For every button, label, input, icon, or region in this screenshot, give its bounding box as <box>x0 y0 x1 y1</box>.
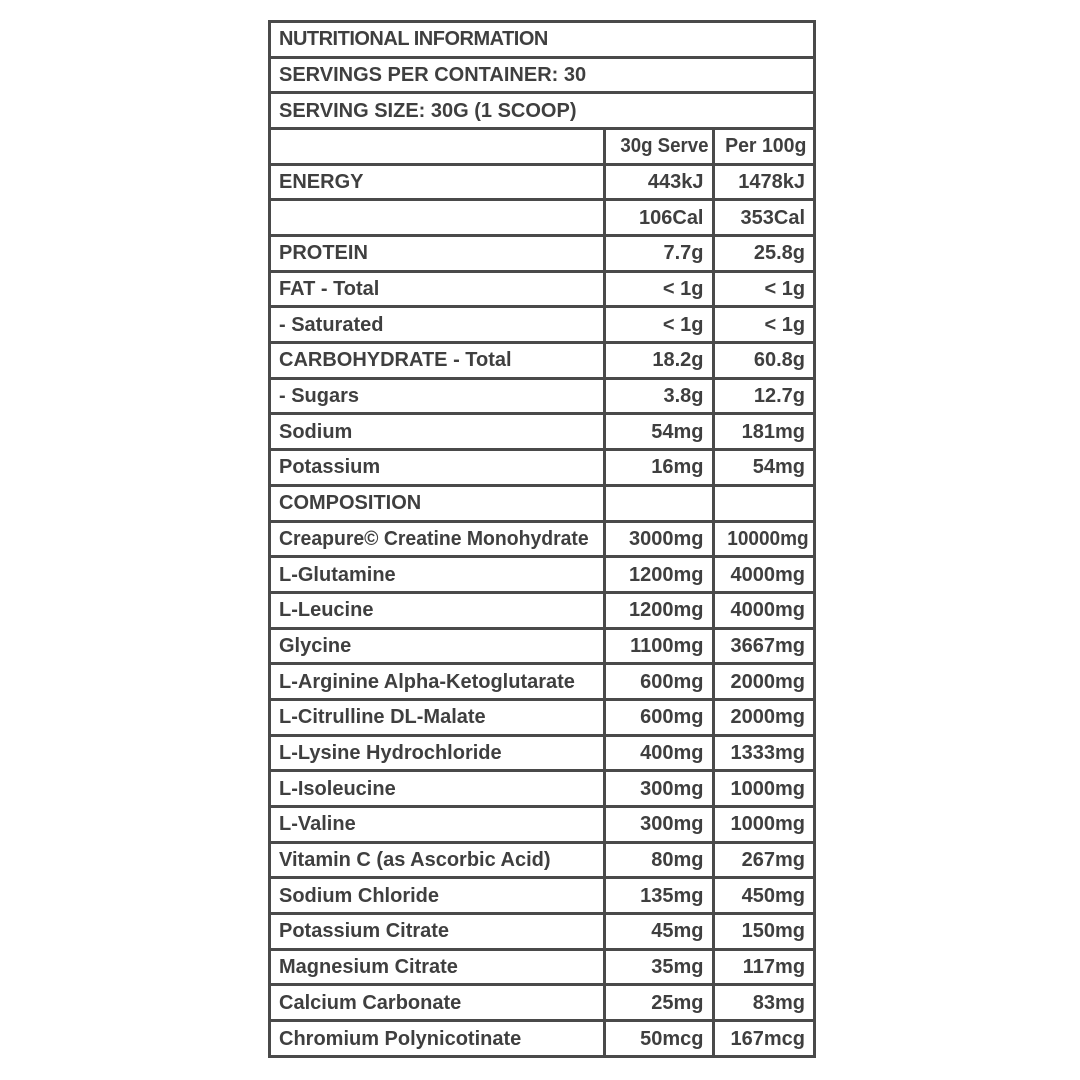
column-header-row <box>271 128 813 164</box>
row-value-per100: 12.7g <box>713 378 813 414</box>
row-value-serve: 16mg <box>604 450 713 486</box>
row-value-serve: 45mg <box>604 914 713 950</box>
nutrition-table <box>271 23 813 1055</box>
row-value-per100: 450mg <box>713 878 813 914</box>
row-value-per100: 267mg <box>713 842 813 878</box>
row-label: CARBOHYDRATE - Total <box>271 343 604 379</box>
table-row <box>271 735 813 771</box>
row-value-per100: 1333mg <box>713 735 813 771</box>
row-value-per100: 1478kJ <box>713 164 813 200</box>
row-value-per100: 3667mg <box>713 628 813 664</box>
row-value-per100: 4000mg <box>713 592 813 628</box>
table-row <box>271 628 813 664</box>
row-value-serve: 300mg <box>604 771 713 807</box>
row-value-serve: 1100mg <box>604 628 713 664</box>
row-value-per100: < 1g <box>713 307 813 343</box>
row-label: Potassium <box>271 450 604 486</box>
row-label: - Sugars <box>271 378 604 414</box>
row-value-serve: 600mg <box>604 699 713 735</box>
table-row <box>271 521 813 557</box>
servings-row <box>271 57 813 93</box>
table-row <box>271 236 813 272</box>
row-value-serve: 400mg <box>604 735 713 771</box>
row-value-serve: 106Cal <box>604 200 713 236</box>
row-value-serve: 1200mg <box>604 557 713 593</box>
column-header-label <box>271 128 604 164</box>
row-value-per100: 1000mg <box>713 807 813 843</box>
row-label: COMPOSITION <box>271 485 604 521</box>
row-value-serve: 50mcg <box>604 1021 713 1055</box>
row-value-serve: < 1g <box>604 307 713 343</box>
row-label: L-Isoleucine <box>271 771 604 807</box>
table-row <box>271 699 813 735</box>
row-label: Creapure© Creatine Monohydrate <box>271 521 604 557</box>
row-value-serve: 80mg <box>604 842 713 878</box>
row-value-per100: 1000mg <box>713 771 813 807</box>
table-row <box>271 664 813 700</box>
row-label: L-Leucine <box>271 592 604 628</box>
table-row <box>271 271 813 307</box>
row-value-serve: 35mg <box>604 949 713 985</box>
column-header-serve: 30g Serve <box>604 128 713 164</box>
row-label: L-Lysine Hydrochloride <box>271 735 604 771</box>
row-value-per100: 353Cal <box>713 200 813 236</box>
row-value-per100: 54mg <box>713 450 813 486</box>
row-label: Chromium Polynicotinate <box>271 1021 604 1055</box>
row-value-serve: 7.7g <box>604 236 713 272</box>
table-row <box>271 842 813 878</box>
nutrition-panel <box>268 20 816 1058</box>
column-header-per100: Per 100g <box>713 128 813 164</box>
panel-title: NUTRITIONAL INFORMATION <box>271 23 813 57</box>
row-value-per100 <box>713 485 813 521</box>
table-row <box>271 164 813 200</box>
table-row <box>271 807 813 843</box>
table-row <box>271 200 813 236</box>
serving-size-row <box>271 93 813 129</box>
row-label: L-Valine <box>271 807 604 843</box>
row-value-per100: 2000mg <box>713 699 813 735</box>
row-value-per100: 4000mg <box>713 557 813 593</box>
row-value-per100: 10000mg <box>713 521 813 557</box>
table-row <box>271 949 813 985</box>
serving-size: SERVING SIZE: 30G (1 SCOOP) <box>271 93 813 129</box>
row-label: Vitamin C (as Ascorbic Acid) <box>271 842 604 878</box>
row-value-serve: 25mg <box>604 985 713 1021</box>
row-label: Potassium Citrate <box>271 914 604 950</box>
row-value-per100: 60.8g <box>713 343 813 379</box>
row-value-serve: 443kJ <box>604 164 713 200</box>
row-label: Calcium Carbonate <box>271 985 604 1021</box>
row-label: - Saturated <box>271 307 604 343</box>
table-row <box>271 378 813 414</box>
table-row <box>271 307 813 343</box>
table-row <box>271 414 813 450</box>
table-row <box>271 485 813 521</box>
row-label: PROTEIN <box>271 236 604 272</box>
row-label: Sodium Chloride <box>271 878 604 914</box>
row-value-serve: 135mg <box>604 878 713 914</box>
table-row <box>271 878 813 914</box>
row-label: FAT - Total <box>271 271 604 307</box>
row-value-per100: 167mcg <box>713 1021 813 1055</box>
row-value-per100: 25.8g <box>713 236 813 272</box>
table-row <box>271 914 813 950</box>
row-value-per100: 2000mg <box>713 664 813 700</box>
row-label: L-Glutamine <box>271 557 604 593</box>
row-value-serve: < 1g <box>604 271 713 307</box>
table-row <box>271 1021 813 1055</box>
row-label: Glycine <box>271 628 604 664</box>
title-row <box>271 23 813 57</box>
servings-per-container: SERVINGS PER CONTAINER: 30 <box>271 57 813 93</box>
table-row <box>271 450 813 486</box>
row-value-per100: 117mg <box>713 949 813 985</box>
row-label: L-Arginine Alpha-Ketoglutarate <box>271 664 604 700</box>
row-value-per100: 150mg <box>713 914 813 950</box>
row-value-serve: 3.8g <box>604 378 713 414</box>
row-value-serve: 600mg <box>604 664 713 700</box>
row-value-per100: < 1g <box>713 271 813 307</box>
row-value-serve: 3000mg <box>604 521 713 557</box>
row-value-serve: 1200mg <box>604 592 713 628</box>
row-label <box>271 200 604 236</box>
row-value-serve: 18.2g <box>604 343 713 379</box>
table-row <box>271 771 813 807</box>
table-row <box>271 343 813 379</box>
row-value-serve: 54mg <box>604 414 713 450</box>
row-value-per100: 83mg <box>713 985 813 1021</box>
row-value-serve: 300mg <box>604 807 713 843</box>
row-value-serve <box>604 485 713 521</box>
row-label: Sodium <box>271 414 604 450</box>
row-label: L-Citrulline DL-Malate <box>271 699 604 735</box>
row-label: ENERGY <box>271 164 604 200</box>
row-value-per100: 181mg <box>713 414 813 450</box>
table-row <box>271 557 813 593</box>
table-row <box>271 592 813 628</box>
table-row <box>271 985 813 1021</box>
row-label: Magnesium Citrate <box>271 949 604 985</box>
